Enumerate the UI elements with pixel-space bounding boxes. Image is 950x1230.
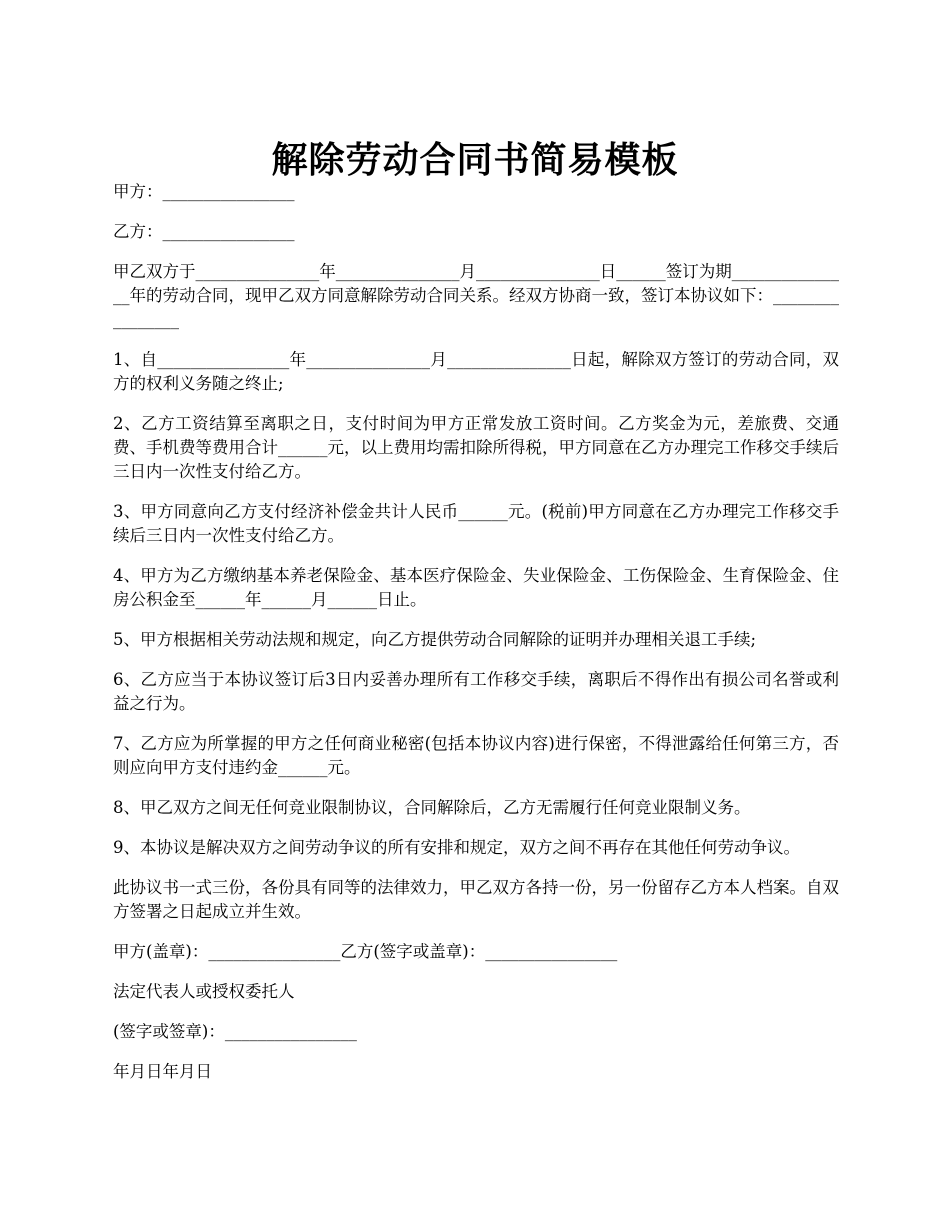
- clause-5: 5、甲方根据相关劳动法规和规定，向乙方提供劳动合同解除的证明并办理相关退工手续;: [113, 630, 757, 649]
- legal-representative-line: 法定代表人或授权委托人: [113, 982, 295, 1001]
- clause-2: 2、乙方工资结算至离职之日，支付时间为甲方正常发放工资时间。乙方奖金为元，差旅费、交通费、手机费等费用合计______元，以上费用均需扣除所得税，甲方同意在乙方办理完工作移交手续后三日内一次性支付给乙方。: [113, 414, 839, 481]
- party-a-line: 甲方：________________: [113, 182, 295, 201]
- clause-8: 8、甲乙双方之间无任何竞业限制协议，合同解除后，乙方无需履行任何竞业限制义务。: [113, 798, 751, 817]
- copies-paragraph: 此协议书一式三份，各份具有同等的法律效力，甲乙双方各持一份，另一份留存乙方本人档案。自双方签署之日起成立并生效。: [113, 878, 839, 921]
- clause-7: 7、乙方应为所掌握的甲方之任何商业秘密(包括本协议内容)进行保密，不得泄露给任何第三方，否则应向甲方支付违约金______元。: [113, 734, 839, 777]
- clause-6: 6、乙方应当于本协议签订后3日内妥善办理所有工作移交手续，离职后不得作出有损公司名誉或利益之行为。: [113, 670, 839, 713]
- signature-line-parties: 甲方(盖章)：________________乙方(签字或盖章)：________________: [113, 942, 618, 961]
- clause-1: 1、自________________年_______________月_______________日起，解除双方签订的劳动合同，双方的权利义务随之终止;: [113, 350, 839, 393]
- clause-9: 9、本协议是解决双方之间劳动争议的所有安排和规定，双方之间不再存在其他任何劳动争议。: [113, 838, 800, 857]
- date-line: 年月日年月日: [113, 1062, 212, 1081]
- document-title: 解除劳动合同书简易模板: [271, 139, 679, 182]
- document-body: [113, 180, 839, 1100]
- clause-3: 3、甲方同意向乙方支付经济补偿金共计人民币______元。(税前)甲方同意在乙方办理完工作移交手续后三日内一次性支付给乙方。: [113, 502, 839, 545]
- signature-line-representative: (签字或签章)：________________: [113, 1022, 357, 1041]
- intro-paragraph: 甲乙双方于_______________年_______________月_______________日______签订为期_______________年的劳动合同，现甲乙双方同意解除劳动合同关系。经双方协商一致，签订本协议如下：________________: [113, 262, 839, 329]
- party-b-line: 乙方：________________: [113, 222, 295, 241]
- clause-4: 4、甲方为乙方缴纳基本养老保险金、基本医疗保险金、失业保险金、工伤保险金、生育保险金、住房公积金至______年______月______日止。: [113, 566, 839, 609]
